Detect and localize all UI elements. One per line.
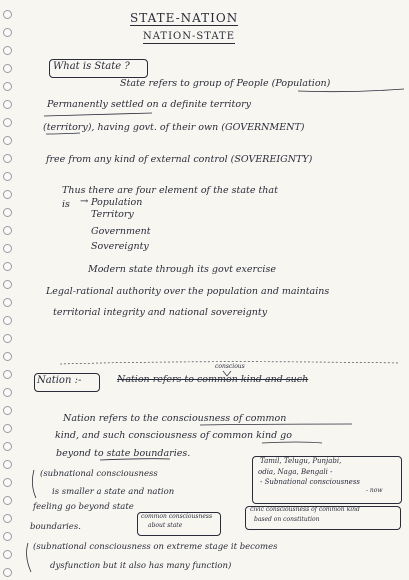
civic-consciousness-text: based on constitution	[254, 516, 320, 523]
struck-line: Nation refers to common kind and such	[117, 374, 309, 385]
examples-line: - now	[366, 487, 383, 494]
insert-word: conscious	[215, 363, 245, 370]
state-definition-line: free from any kind of external control (SOVEREIGNTY)	[46, 154, 313, 165]
arrow-icon: →	[80, 196, 89, 207]
page-subtitle: NATION-STATE	[143, 31, 235, 42]
feeling-line: feeling go beyond state	[33, 502, 134, 512]
four-elements-line: is	[62, 199, 70, 210]
element-territory: Territory	[91, 209, 134, 220]
state-definition-line: State refers to group of People (Population)	[120, 78, 331, 89]
nation-definition-line: kind, and such consciousness of common kind go	[55, 430, 292, 441]
common-consciousness-text: about state	[148, 522, 183, 529]
closing-note-line: (subnational consciousness on extreme stage it becomes	[33, 542, 278, 552]
examples-line: odia, Naga, Bengali -	[258, 468, 333, 476]
question-what-is-state: What is State ?	[53, 61, 130, 72]
civic-consciousness-text: civic consciousness of common kind	[250, 506, 360, 513]
examples-line: - Subnational consciousness	[260, 478, 361, 486]
closing-note-line: dysfunction but it also has many function)	[50, 561, 232, 571]
nation-definition-line: beyond to state boundaries.	[56, 448, 191, 459]
nation-definition-line: Nation refers to the consciousness of common	[63, 413, 287, 424]
common-consciousness-text: common consciousness	[141, 513, 213, 520]
modern-state-line: Legal-rational authority over the population and maintains	[46, 286, 330, 297]
element-sovereignty: Sovereignty	[91, 241, 149, 252]
subnational-line: is smaller a state and nation	[52, 487, 175, 497]
page-title: STATE-NATION	[130, 11, 239, 25]
modern-state-line: territorial integrity and national sovereignty	[53, 307, 268, 318]
four-elements-line: Thus there are four element of the state that	[62, 185, 278, 196]
examples-line: Tamil, Telugu, Punjabi,	[260, 457, 342, 465]
state-definition-line: Permanently settled on a definite territory	[47, 99, 251, 110]
state-definition-line: (territory), having govt. of their own (GOVERNMENT)	[43, 122, 305, 133]
modern-state-line: Modern state through its govt exercise	[88, 264, 276, 275]
boundaries-line: boundaries.	[30, 522, 81, 532]
element-population: Population	[91, 197, 143, 208]
nation-label: Nation :-	[37, 375, 82, 386]
element-government: Government	[91, 226, 151, 237]
subnational-line: (subnational consciousness	[40, 469, 158, 479]
